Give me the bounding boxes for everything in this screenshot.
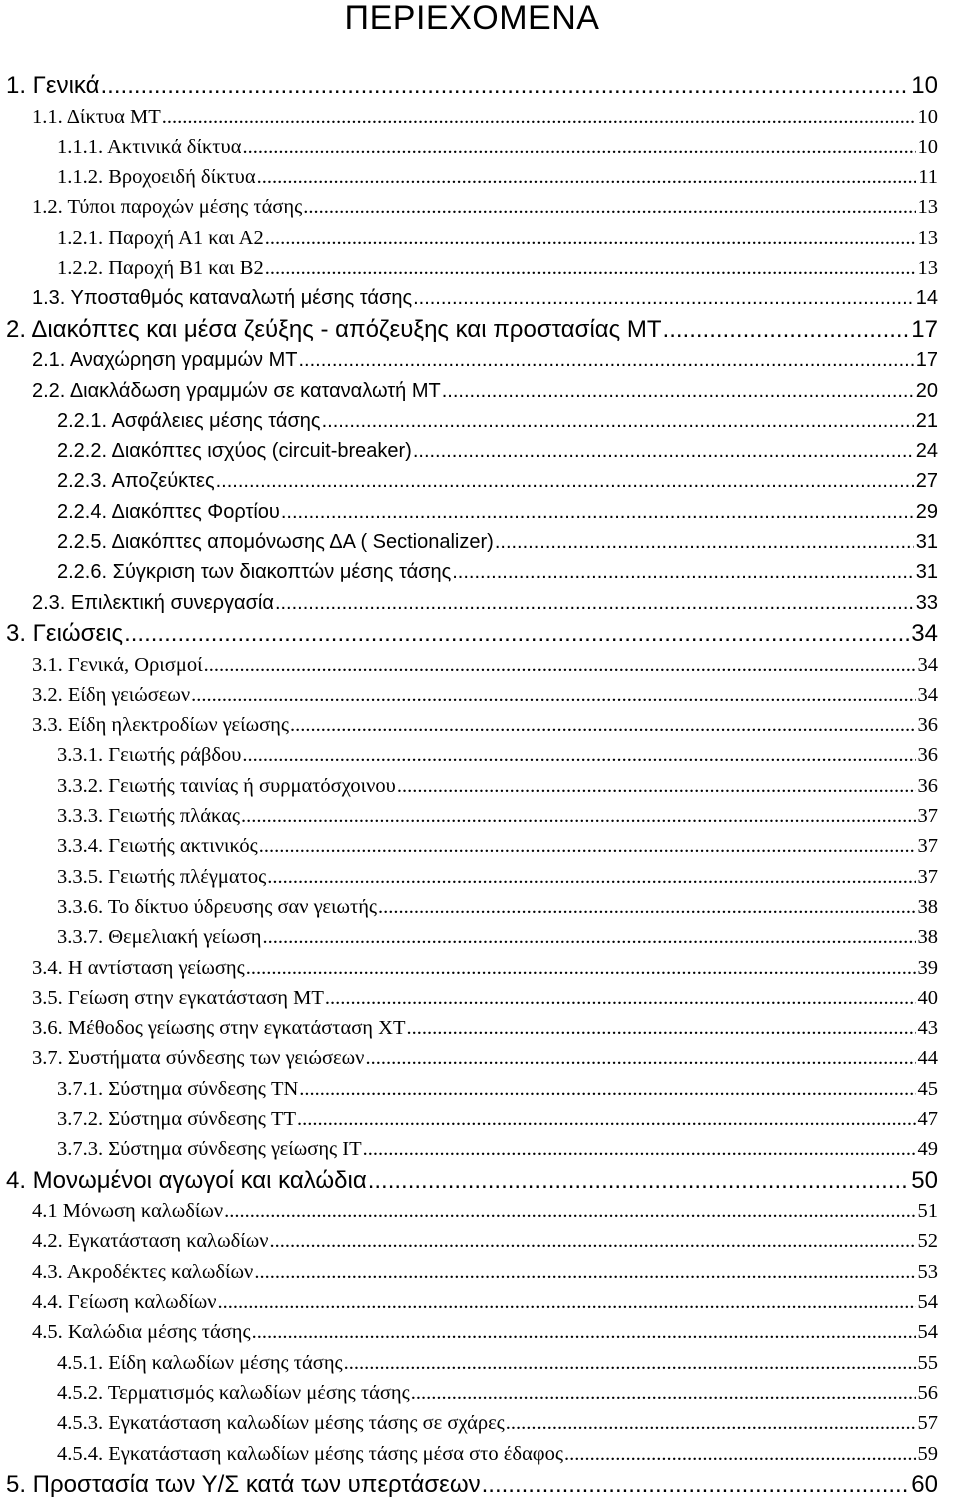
toc-page-number: 50 — [911, 1166, 938, 1194]
toc-entry[interactable] — [6, 1257, 938, 1287]
toc-page-number: 55 — [917, 1351, 938, 1374]
toc-entry-label: 4.5.1. Είδη καλωδίων μέσης τάσης — [57, 1351, 343, 1374]
toc-entry[interactable] — [6, 102, 938, 132]
toc-dot-leader — [413, 436, 914, 466]
toc-page-number: 10 — [911, 72, 938, 99]
toc-entry-label: 3.7.3. Σύστημα σύνδεσης γείωσης IT — [57, 1138, 362, 1161]
toc-dot-leader — [218, 1287, 916, 1317]
toc-entry-label: 2.2.5. Διακόπτες απομόνωσης ΔΑ ( Sectionalizer) — [57, 531, 494, 554]
toc-dot-leader — [275, 588, 914, 618]
toc-entry[interactable] — [6, 1196, 938, 1226]
toc-page-number: 45 — [917, 1077, 938, 1100]
toc-dot-leader — [297, 1104, 916, 1134]
toc-dot-leader — [495, 527, 914, 557]
toc-page-number: 36 — [917, 714, 938, 737]
toc-entry[interactable] — [6, 223, 938, 253]
toc-page-number: 40 — [917, 986, 938, 1009]
toc-entry-label: 5. Προστασία των Υ/Σ κατά των υπερτάσεων — [6, 1470, 481, 1498]
toc-page-number: 38 — [917, 926, 938, 949]
toc-entry[interactable] — [6, 1287, 938, 1317]
toc-dot-leader — [564, 1439, 915, 1469]
toc-entry[interactable] — [6, 1134, 938, 1164]
toc-entry[interactable] — [6, 345, 938, 375]
toc-entry-label: 4.5.2. Τερματισμός καλωδίων μέσης τάσης — [57, 1381, 410, 1404]
toc-entry[interactable] — [6, 162, 938, 192]
toc-entry[interactable] — [6, 710, 938, 740]
toc-page-number: 49 — [917, 1138, 938, 1161]
toc-dot-leader — [257, 162, 917, 192]
table-of-contents — [6, 70, 938, 1500]
toc-page-number: 47 — [917, 1107, 938, 1130]
toc-entry-label: 1.1.1. Ακτινικά δίκτυα — [57, 135, 242, 158]
toc-page-number: 11 — [918, 166, 938, 189]
toc-entry-label: 4.4. Γείωση καλωδίων — [32, 1291, 217, 1314]
toc-dot-leader — [663, 314, 910, 346]
toc-page-number: 13 — [917, 226, 938, 249]
toc-page-number: 53 — [917, 1260, 938, 1283]
toc-entry[interactable] — [6, 192, 938, 222]
toc-dot-leader — [290, 710, 915, 740]
toc-entry[interactable] — [6, 953, 938, 983]
toc-entry-label: 2.2.1. Ασφάλειες μέσης τάσης — [57, 409, 321, 432]
toc-page-number: 37 — [917, 865, 938, 888]
toc-dot-leader — [452, 557, 914, 587]
toc-page-number: 57 — [917, 1412, 938, 1435]
toc-entry-label: 3. Γειώσεις — [6, 619, 124, 647]
toc-entry[interactable] — [6, 801, 938, 831]
toc-entry[interactable] — [6, 1074, 938, 1104]
toc-page-number: 36 — [917, 774, 938, 797]
toc-page-number: 36 — [917, 744, 938, 767]
toc-page-number: 27 — [915, 470, 938, 493]
toc-entry-label: 1.1.2. Βροχοειδή δίκτυα — [57, 166, 256, 189]
toc-dot-leader — [124, 618, 909, 650]
toc-page-number: 60 — [911, 1470, 938, 1498]
toc-page-number: 43 — [917, 1017, 938, 1040]
toc-entry[interactable] — [6, 497, 938, 527]
toc-entry[interactable] — [6, 1348, 938, 1378]
toc-entry[interactable] — [6, 588, 938, 618]
toc-entry[interactable] — [6, 1043, 938, 1073]
toc-entry[interactable] — [6, 1378, 938, 1408]
toc-entry[interactable] — [6, 436, 938, 466]
toc-dot-leader — [270, 1226, 916, 1256]
toc-page-number: 14 — [915, 287, 938, 310]
toc-entry-label: 3.3. Είδη ηλεκτροδίων γείωσης — [32, 714, 290, 737]
toc-entry-label: 1.1. Δίκτυα ΜΤ — [32, 105, 161, 128]
toc-entry-label: 3.6. Μέθοδος γείωσης στην εγκατάσταση ΧΤ — [32, 1017, 406, 1040]
toc-page-number: 54 — [917, 1291, 938, 1314]
toc-page-number: 33 — [915, 591, 938, 614]
toc-dot-leader — [406, 1013, 915, 1043]
toc-dot-leader — [281, 497, 914, 527]
toc-entry[interactable] — [6, 557, 938, 587]
toc-entry[interactable] — [6, 132, 938, 162]
toc-dot-leader — [482, 1469, 910, 1501]
toc-entry[interactable] — [6, 466, 938, 496]
toc-entry[interactable] — [6, 680, 938, 710]
toc-page-number: 37 — [917, 835, 938, 858]
toc-dot-leader — [265, 223, 916, 253]
toc-entry-label: 2.3. Επιλεκτική συνεργασία — [32, 591, 274, 614]
toc-entry[interactable] — [6, 1165, 938, 1197]
toc-dot-leader — [259, 831, 916, 861]
toc-entry-label: 3.3.1. Γειωτής ράβδου — [57, 744, 242, 767]
toc-entry[interactable] — [6, 1104, 938, 1134]
toc-entry-label: 3.1. Γενικά, Ορισμοί — [32, 653, 203, 676]
toc-entry[interactable] — [6, 283, 938, 313]
toc-entry[interactable] — [6, 1469, 938, 1501]
toc-page-number: 34 — [911, 619, 938, 647]
toc-entry-label: 2.1. Αναχώρηση γραμμών ΜΤ — [32, 349, 298, 372]
toc-dot-leader — [322, 406, 914, 436]
toc-dot-leader — [216, 466, 914, 496]
toc-entry-label: 1. Γενικά — [6, 72, 100, 99]
toc-dot-leader — [254, 1257, 915, 1287]
toc-page-number: 52 — [917, 1230, 938, 1253]
toc-dot-leader — [413, 283, 914, 313]
toc-entry-label: 4.5.4. Εγκατάσταση καλωδίων μέσης τάσης μέσα στο έδαφος — [57, 1442, 564, 1465]
toc-dot-leader — [242, 740, 915, 770]
toc-page-number: 56 — [917, 1381, 938, 1404]
toc-dot-leader — [204, 650, 916, 680]
toc-entry-label: 3.7. Συστήματα σύνδεσης των γειώσεων — [32, 1047, 365, 1070]
toc-dot-leader — [191, 680, 915, 710]
toc-entry[interactable] — [6, 983, 938, 1013]
toc-entry-label: 2.2.3. Αποζεύκτες — [57, 470, 215, 493]
toc-page-number: 31 — [915, 561, 938, 584]
toc-entry-label: 3.7.1. Σύστημα σύνδεσης TN — [57, 1077, 299, 1100]
toc-page-number: 24 — [915, 440, 938, 463]
toc-page-number: 29 — [915, 500, 938, 523]
toc-page-number: 31 — [915, 531, 938, 554]
toc-entry[interactable] — [6, 1226, 938, 1256]
toc-entry[interactable] — [6, 70, 938, 102]
toc-page-number: 38 — [917, 895, 938, 918]
toc-entry-label: 4.5. Καλώδια μέσης τάσης — [32, 1321, 251, 1344]
toc-page-number: 20 — [915, 379, 938, 402]
toc-page-number: 17 — [915, 349, 938, 372]
toc-dot-leader — [267, 862, 915, 892]
toc-entry[interactable] — [6, 740, 938, 770]
toc-dot-leader — [506, 1408, 916, 1438]
toc-entry-label: 4. Μονωμένοι αγωγοί και καλώδια — [6, 1166, 367, 1194]
toc-dot-leader — [252, 1317, 916, 1347]
toc-entry[interactable] — [6, 314, 938, 346]
toc-page-number: 17 — [911, 315, 938, 343]
toc-dot-leader — [442, 376, 914, 406]
toc-dot-leader — [363, 1134, 916, 1164]
toc-dot-leader — [262, 922, 915, 952]
toc-entry-label: 1.2. Τύποι παροχών μέσης τάσης — [32, 196, 303, 219]
toc-dot-leader — [368, 1165, 910, 1197]
toc-page-number: 13 — [917, 257, 938, 280]
toc-page-number: 34 — [917, 653, 938, 676]
toc-dot-leader — [101, 70, 910, 102]
toc-dot-leader — [325, 983, 916, 1013]
toc-page-number: 10 — [917, 135, 938, 158]
toc-entry-label: 3.3.7. Θεμελιακή γείωση — [57, 926, 262, 949]
toc-dot-leader — [299, 345, 914, 375]
toc-page-number: 51 — [917, 1200, 938, 1223]
toc-entry-label: 3.3.5. Γειωτής πλέγματος — [57, 865, 267, 888]
toc-page-number: 34 — [917, 683, 938, 706]
toc-dot-leader — [411, 1378, 916, 1408]
toc-entry[interactable] — [6, 892, 938, 922]
toc-entry-label: 2.2.6. Σύγκριση των διακοπτών μέσης τάσης — [57, 561, 452, 584]
toc-dot-leader — [246, 953, 916, 983]
toc-page-number: 37 — [917, 805, 938, 828]
toc-dot-leader — [265, 253, 916, 283]
toc-dot-leader — [241, 801, 916, 831]
toc-page-number: 59 — [917, 1442, 938, 1465]
toc-entry[interactable] — [6, 253, 938, 283]
toc-entry-label: 2.2.2. Διακόπτες ισχύος (circuit-breaker) — [57, 440, 412, 463]
toc-page-number: 44 — [917, 1047, 938, 1070]
toc-entry[interactable] — [6, 376, 938, 406]
toc-entry[interactable] — [6, 862, 938, 892]
toc-dot-leader — [242, 132, 915, 162]
toc-entry[interactable] — [6, 1408, 938, 1438]
toc-entry-label: 3.5. Γείωση στην εγκατάσταση ΜΤ — [32, 986, 324, 1009]
toc-dot-leader — [365, 1043, 915, 1073]
toc-entry-label: 4.1 Μόνωση καλωδίων — [32, 1200, 224, 1223]
toc-dot-leader — [397, 771, 916, 801]
toc-entry[interactable] — [6, 771, 938, 801]
toc-dot-leader — [303, 192, 915, 222]
toc-entry-label: 4.5.3. Εγκατάσταση καλωδίων μέσης τάσης σε σχάρες — [57, 1412, 505, 1435]
toc-entry-label: 1.2.1. Παροχή Α1 και Α2 — [57, 226, 264, 249]
toc-entry-label: 3.4. Η αντίσταση γείωσης — [32, 956, 245, 979]
toc-entry-label: 2.2.4. Διακόπτες Φορτίου — [57, 500, 280, 523]
toc-entry-label: 2. Διακόπτες και μέσα ζεύξης - απόζευξης και προστασίας ΜΤ — [6, 315, 662, 343]
toc-page-number: 39 — [917, 956, 938, 979]
toc-dot-leader — [162, 102, 916, 132]
toc-page-number: 10 — [917, 105, 938, 128]
toc-entry[interactable] — [6, 527, 938, 557]
toc-entry-label: 3.3.4. Γειωτής ακτινικός — [57, 835, 258, 858]
toc-entry-label: 3.3.2. Γειωτής ταινίας ή συρματόσχοινου — [57, 774, 396, 797]
toc-entry-label: 2.2. Διακλάδωση γραμμών σε καταναλωτή ΜΤ — [32, 379, 441, 402]
toc-entry[interactable] — [6, 650, 938, 680]
toc-entry-label: 4.2. Εγκατάσταση καλωδίων — [32, 1230, 269, 1253]
toc-entry[interactable] — [6, 1317, 938, 1347]
toc-page-number: 13 — [917, 196, 938, 219]
toc-entry-label: 1.2.2. Παροχή Β1 και Β2 — [57, 257, 264, 280]
toc-entry[interactable] — [6, 406, 938, 436]
toc-entry[interactable] — [6, 922, 938, 952]
toc-dot-leader — [299, 1074, 915, 1104]
toc-entry-label: 3.3.3. Γειωτής πλάκας — [57, 805, 240, 828]
toc-dot-leader — [378, 892, 915, 922]
toc-dot-leader — [224, 1196, 915, 1226]
toc-page-number: 21 — [915, 409, 938, 432]
toc-entry[interactable] — [6, 831, 938, 861]
toc-dot-leader — [344, 1348, 916, 1378]
toc-entry-label: 4.3. Ακροδέκτες καλωδίων — [32, 1260, 254, 1283]
toc-entry[interactable] — [6, 1439, 938, 1469]
toc-entry-label: 3.3.6. Το δίκτυο ύδρευσης σαν γειωτής — [57, 895, 378, 918]
toc-entry[interactable] — [6, 1013, 938, 1043]
toc-entry[interactable] — [6, 618, 938, 650]
page-title: ΠΕΡΙΕΧΟΜΕΝΑ — [344, 0, 600, 37]
toc-entry-label: 1.3. Υποσταθμός καταναλωτή μέσης τάσης — [32, 287, 413, 310]
toc-page-number: 54 — [917, 1321, 938, 1344]
toc-entry-label: 3.2. Είδη γειώσεων — [32, 683, 191, 706]
toc-entry-label: 3.7.2. Σύστημα σύνδεσης TT — [57, 1107, 296, 1130]
